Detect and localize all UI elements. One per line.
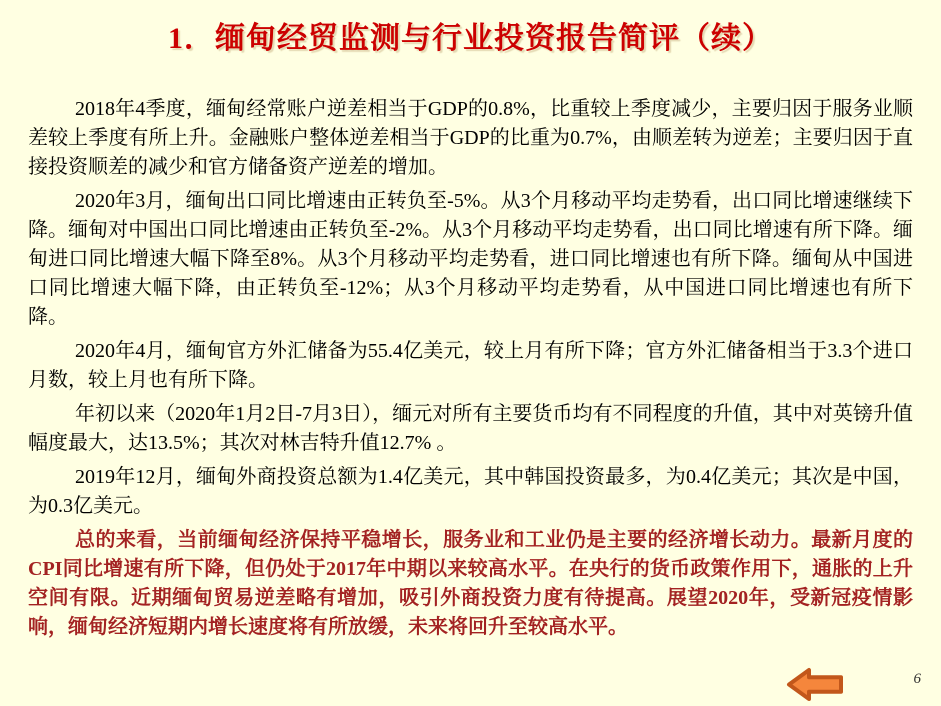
- body-paragraph-foreign-investment: 2019年12月，缅甸外商投资总额为1.4亿美元，其中韩国投资最多，为0.4亿美元；其次是中国，为0.3亿美元。: [28, 466, 913, 517]
- page-number: 6: [913, 671, 921, 687]
- body-paragraph-current-account: 2018年4季度，缅甸经常账户逆差相当于GDP的0.8%，比重较上季度减少，主要归因于服务业顺差较上季度有所上升。金融账户整体逆差相当于GDP的比重为0.7%，由顺差转为逆差；主要归因于直接投资顺差的减少和官方储备资产逆差的增加。: [28, 98, 913, 178]
- slide-title: 1．缅甸经贸监测与行业投资报告简评（续）: [168, 22, 773, 55]
- left-arrow-icon: [786, 667, 844, 702]
- slide-body: [0, 95, 941, 642]
- body-paragraph-trade-growth: 2020年3月，缅甸出口同比增速由正转负至-5%。从3个月移动平均走势看，出口同比增速继续下降。缅甸对中国出口同比增速由正转负至-2%。从3个月移动平均走势看，出口同比增速有所下降。缅甸进口同比增速大幅下降至8%。从3个月移动平均走势看，进口同比增速也有所下降。缅甸从中国进口同比增速大幅下降，由正转负至-12%；从3个月移动平均走势看，从中国进口同比增速也有所下降。: [28, 190, 913, 328]
- summary-paragraph: 总的来看，当前缅甸经济保持平稳增长，服务业和工业仍是主要的经济增长动力。最新月度的CPI同比增速有所下降，但仍处于2017年中期以来较高水平。在央行的货币政策作用下，通胀的上升空间有限。近期缅甸贸易逆差略有增加，吸引外商投资力度有待提高。展望2020年，受新冠疫情影响，缅甸经济短期内增长速度将有所放缓，未来将回升至较高水平。: [28, 529, 913, 638]
- body-paragraph-currency-appreciation: 年初以来（2020年1月2日-7月3日），缅元对所有主要货币均有不同程度的升值，其中对英镑升值幅度最大，达13.5%；其次对林吉特升值12.7% 。: [28, 403, 913, 454]
- body-paragraph-fx-reserves: 2020年4月，缅甸官方外汇储备为55.4亿美元，较上月有所下降；官方外汇储备相当于3.3个进口月数，较上月也有所下降。: [28, 340, 913, 391]
- back-arrow-button[interactable]: [786, 667, 844, 702]
